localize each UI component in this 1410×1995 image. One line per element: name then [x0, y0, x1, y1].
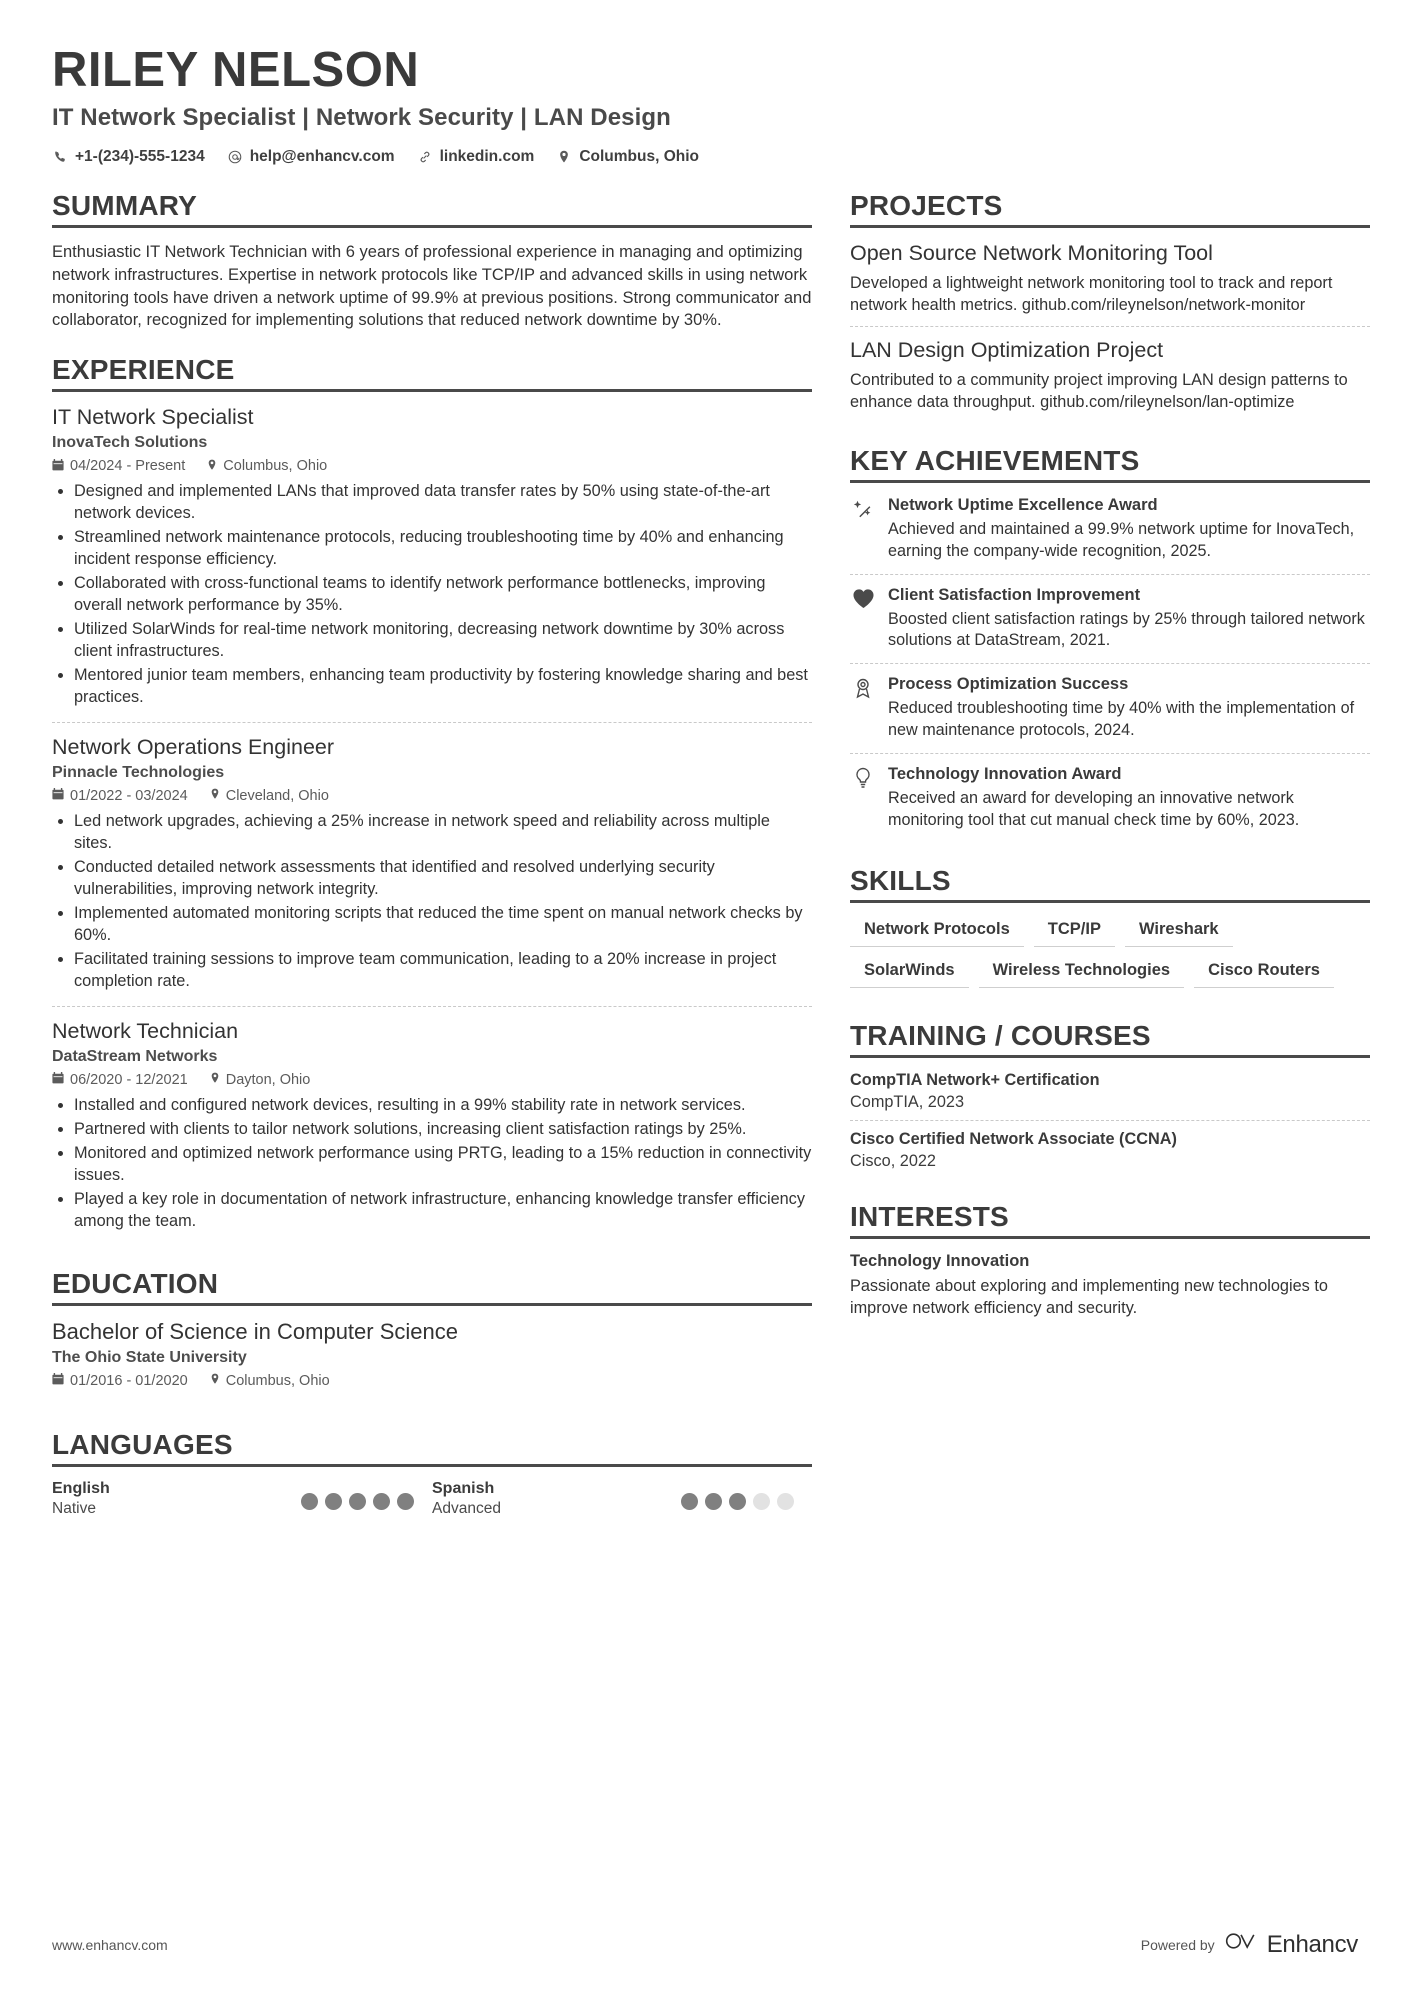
project-description: Developed a lightweight network monitoring tool to track and report network health metrics. github.com/rileynelson/network-monitor [850, 273, 1333, 314]
education-meta [52, 1373, 812, 1389]
location-icon [207, 459, 217, 474]
contact-email-text: help@enhancv.com [249, 147, 395, 165]
course-title: Cisco Certified Network Associate (CCNA) [850, 1130, 1177, 1149]
experience-location [210, 1072, 311, 1088]
list-item: • Monitored and optimized network performance using PRTG, leading to a 15% reduction in connectivity issues. [74, 1142, 812, 1186]
contact-link-text: linkedin.com [439, 147, 535, 165]
achievement-title: Process Optimization Success [888, 675, 1129, 694]
contact-phone [52, 148, 205, 166]
footer-website[interactable]: www.enhancv.com [52, 1936, 168, 1953]
experience-org: DataStream Networks [52, 1047, 218, 1065]
link-icon [417, 150, 433, 164]
project-title: LAN Design Optimization Project [850, 337, 1164, 362]
enhancv-mark-icon [1225, 1930, 1259, 1959]
education-entry [52, 1319, 812, 1407]
section-title-education: EDUCATION [52, 1268, 812, 1306]
list-item: • Installed and configured network devices, resulting in a 99% stability rate in network services. [74, 1094, 812, 1116]
section-title-skills: SKILLS [850, 865, 1370, 903]
skills-list [850, 916, 1370, 998]
experience-dates-text: 06/2020 - 12/2021 [70, 1071, 188, 1088]
achievement-description: Received an award for developing an innovative network monitoring tool that cut manual check time by 60%, 2023. [888, 789, 1300, 829]
experience-bullets [52, 810, 812, 992]
contact-link[interactable] [417, 148, 535, 166]
contact-location-text: Columbus, Ohio [579, 147, 700, 165]
sparkle-star-icon [850, 496, 876, 563]
list-item: • Led network upgrades, achieving a 25% increase in network speed and reliability across multiple sites. [74, 810, 812, 854]
course-subtitle: CompTIA, 2023 [850, 1093, 965, 1112]
rating-dot [349, 1493, 366, 1510]
course-entry [850, 1071, 1370, 1120]
skill-tag: TCP/IP [1034, 916, 1115, 947]
language-level: Native [52, 1500, 96, 1518]
section-title-training: TRAINING / COURSES [850, 1020, 1370, 1058]
enhancv-logo [1225, 1930, 1358, 1959]
section-title-achievements: KEY ACHIEVEMENTS [850, 445, 1370, 483]
course-subtitle: Cisco, 2022 [850, 1152, 936, 1171]
section-title-summary: SUMMARY [52, 190, 812, 228]
education-location-text: Columbus, Ohio [225, 1372, 330, 1389]
experience-title: IT Network Specialist [52, 405, 254, 430]
achievement-description: Achieved and maintained a 99.9% network uptime for InovaTech, earning the company-wide recognition, 2025. [888, 519, 1355, 560]
list-item: • Partnered with clients to tailor network solutions, increasing client satisfaction ratings by 25%. [74, 1118, 812, 1140]
interest-description: Passionate about exploring and implementing new technologies to improve network efficiency and security. [850, 1277, 1328, 1318]
contact-email [227, 148, 395, 166]
section-title-experience: EXPERIENCE [52, 354, 812, 392]
language-rating [301, 1480, 432, 1510]
calendar-icon [52, 788, 64, 803]
experience-title: Network Technician [52, 1018, 239, 1043]
skill-tag: Wireless Technologies [979, 957, 1184, 988]
achievement-description: Reduced troubleshooting time by 40% with the implementation of new maintenance protocols, 2024. [888, 699, 1355, 740]
rating-dot [301, 1493, 318, 1510]
experience-bullets [52, 1094, 812, 1232]
education-dates [52, 1373, 188, 1389]
calendar-icon [52, 459, 64, 474]
rating-dot [729, 1493, 746, 1510]
heart-icon [850, 586, 876, 653]
candidate-headline: IT Network Specialist | Network Security | LAN Design [52, 103, 671, 131]
summary-text: Enthusiastic IT Network Technician with 6 years of professional experience in managing and optimizing network infrastructures. Expertise in network protocols like TCP/IP and advanced skills in using network monitoring tools have driven a network uptime of 99.9% at previous positions. Strong communicator and collaborator, recognized for implementing solutions that reduced network downtime by 30%. [52, 243, 812, 330]
email-icon [227, 150, 243, 164]
experience-location-text: Columbus, Ohio [223, 458, 328, 475]
achievement-entry [850, 663, 1370, 753]
right-column [850, 176, 1370, 1319]
section-title-languages: LANGUAGES [52, 1429, 812, 1467]
experience-title: Network Operations Engineer [52, 735, 335, 760]
experience-meta [52, 788, 812, 804]
footer-powered-by [1141, 1930, 1358, 1959]
skill-tag: Network Protocols [850, 916, 1024, 947]
contact-location [556, 148, 699, 166]
rating-dot [777, 1493, 794, 1510]
phone-icon [52, 150, 68, 163]
location-icon [210, 1072, 220, 1087]
experience-entry [52, 1006, 812, 1246]
award-medal-icon [850, 675, 876, 742]
lightbulb-icon [850, 765, 876, 832]
language-level: Advanced [432, 1500, 501, 1518]
interest-title: Technology Innovation [850, 1252, 1030, 1271]
experience-meta [52, 1072, 812, 1088]
achievement-entry [850, 496, 1370, 574]
achievement-entry [850, 574, 1370, 664]
list-item: • Facilitated training sessions to improve team communication, leading to a 20% increase in project completion rate. [74, 948, 812, 992]
skill-tag: Cisco Routers [1194, 957, 1334, 988]
list-item: • Collaborated with cross-functional teams to identify network performance bottlenecks, improving overall network performance by 35%. [74, 572, 812, 616]
location-icon [556, 150, 572, 164]
experience-entry [52, 722, 812, 1006]
experience-meta [52, 458, 812, 474]
experience-entry [52, 405, 812, 722]
achievement-description: Boosted client satisfaction ratings by 25% through tailored network solutions at DataStream, 2021. [888, 609, 1365, 650]
rating-dot [397, 1493, 414, 1510]
list-item: • Mentored junior team members, enhancing team productivity by fostering knowledge sharing and best practices. [74, 664, 812, 708]
skill-tag: Wireshark [1125, 916, 1233, 947]
experience-dates-text: 04/2024 - Present [70, 458, 186, 475]
project-entry [850, 241, 1370, 326]
education-degree: Bachelor of Science in Computer Science [52, 1318, 458, 1344]
language-name: English [52, 1480, 110, 1498]
experience-dates [52, 1072, 188, 1088]
languages-list [52, 1480, 812, 1518]
calendar-icon [52, 1373, 64, 1388]
project-description: Contributed to a community project improving LAN design patterns to enhance data throughput. github.com/rileynelson/lan-optimize [850, 370, 1348, 411]
list-item: • Utilized SolarWinds for real-time network monitoring, decreasing network downtime by 30% across client infrastructures. [74, 618, 812, 662]
project-entry [850, 326, 1370, 423]
rating-dot [753, 1493, 770, 1510]
experience-location [207, 458, 327, 474]
language-name: Spanish [432, 1480, 495, 1498]
contact-row [52, 148, 1358, 166]
section-title-projects: PROJECTS [850, 190, 1370, 228]
achievement-title: Network Uptime Excellence Award [888, 495, 1158, 514]
list-item: • Conducted detailed network assessments that identified and resolved underlying security vulnerabilities, improving network integrity. [74, 856, 812, 900]
rating-dot [325, 1493, 342, 1510]
rating-dot [681, 1493, 698, 1510]
location-icon [210, 1373, 220, 1388]
experience-org: Pinnacle Technologies [52, 763, 225, 781]
powered-by-label: Powered by [1140, 1936, 1215, 1953]
interest-entry [850, 1252, 1370, 1319]
list-item: • Played a key role in documentation of network infrastructure, enhancing knowledge transfer efficiency among the team. [74, 1188, 812, 1232]
experience-dates-text: 01/2022 - 03/2024 [70, 787, 188, 804]
language-item [52, 1480, 432, 1518]
section-title-interests: INTERESTS [850, 1201, 1370, 1239]
education-dates-text: 01/2016 - 01/2020 [70, 1372, 188, 1389]
rating-dot [705, 1493, 722, 1510]
achievement-entry [850, 753, 1370, 843]
list-item: • Designed and implemented LANs that improved data transfer rates by 50% using state-of-the-art network devices. [74, 480, 812, 524]
experience-location [210, 788, 329, 804]
list-item: • Implemented automated monitoring scripts that reduced the time spent on manual network checks by 60%. [74, 902, 812, 946]
resume-header [52, 44, 1358, 166]
left-column [52, 176, 812, 1518]
enhancv-wordmark: Enhancv [1266, 1930, 1358, 1958]
location-icon [210, 788, 220, 803]
resume-body [52, 176, 1365, 1518]
experience-location-text: Cleveland, Ohio [225, 787, 329, 804]
project-title: Open Source Network Monitoring Tool [850, 241, 1213, 266]
contact-phone-text: +1-(234)-555-1234 [75, 147, 205, 165]
achievement-title: Technology Innovation Award [888, 765, 1122, 784]
experience-dates [52, 788, 188, 804]
list-item: • Streamlined network maintenance protocols, reducing troubleshooting time by 40% and enhancing incident response efficiency. [74, 526, 812, 570]
course-entry [850, 1120, 1370, 1179]
calendar-icon [52, 1072, 64, 1087]
education-school: The Ohio State University [52, 1348, 247, 1366]
experience-org: InovaTech Solutions [52, 434, 208, 452]
achievement-title: Client Satisfaction Improvement [888, 585, 1141, 604]
page-footer [52, 1930, 1358, 1959]
education-location [210, 1373, 330, 1389]
course-title: CompTIA Network+ Certification [850, 1071, 1100, 1090]
rating-dot [373, 1493, 390, 1510]
candidate-name: RILEY NELSON [52, 43, 420, 97]
language-rating [681, 1480, 812, 1510]
experience-bullets [52, 480, 812, 708]
skill-tag: SolarWinds [850, 957, 969, 988]
experience-location-text: Dayton, Ohio [225, 1071, 311, 1088]
experience-dates [52, 458, 185, 474]
language-item [432, 1480, 812, 1518]
